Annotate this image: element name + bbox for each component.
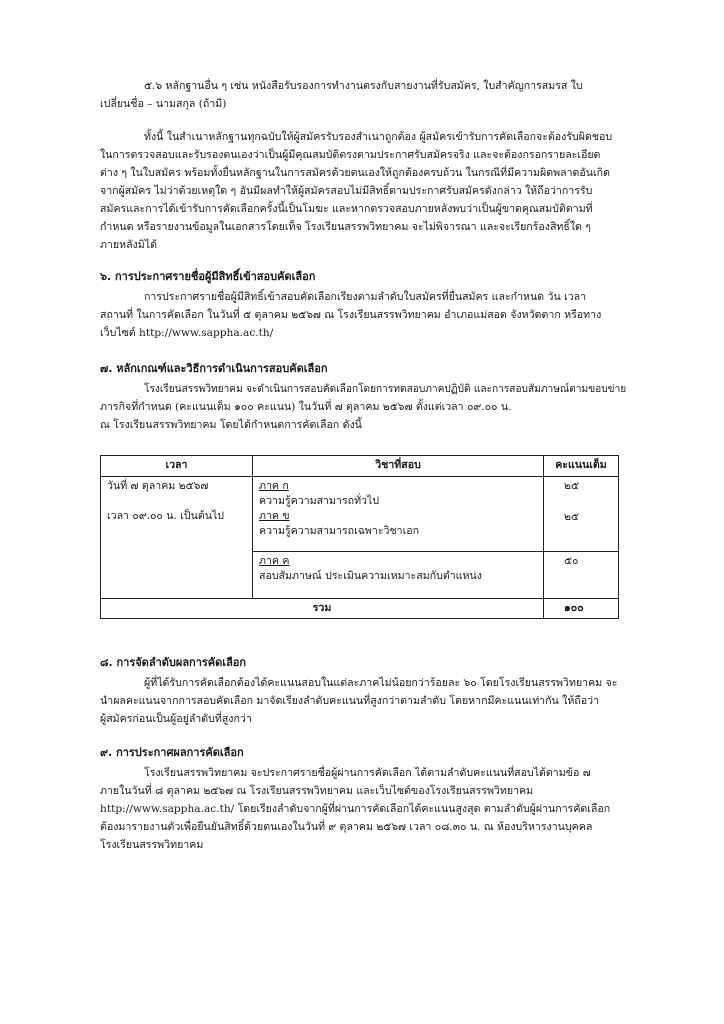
section-9-line: ต้องมารายงานตัวเพื่อยืนยันสิทธิ์ด้วยตนเองในวันที่ ๙ ตุลาคม ๒๕๖๗ เวลา ๐๘.๓๐ น. ณ ห้องบริหารงานบุคคล [100,821,593,833]
part-a-score: ๒๕ [564,480,580,492]
part-b-score: ๒๕ [564,511,580,523]
section-6-line: การประกาศรายชื่อผู้มีสิทธิ์เข้าสอบคัดเลือกเรียงตามลำดับใบสมัครที่ยื่นสมัคร และกำหนด วัน เวลา [144,291,587,303]
table-total-row [101,599,619,619]
section-6-line: เว็บไซต์ http://www.sappha.ac.th/ [100,327,274,339]
section-9-line: http://www.sappha.ac.th/ โดยเรียงลำดับจากผู้ที่ผ่านการคัดเลือกได้คะแนนสูงสุด ตามลำดับผู้ผ่านการคัดเลือก [100,803,611,815]
section-6-title: ๖. การประกาศรายชื่อผู้มีสิทธิ์เข้าสอบคัดเลือก [100,270,316,283]
part-b-label: ภาค ข [259,510,290,522]
exam-date: วันที่ ๗ ตุลาคม ๒๕๖๗ [107,480,209,492]
para-line: ต่าง ๆ ในใบสมัคร พร้อมทั้งยื่นหลักฐานในการสมัครด้วยตนเองให้ถูกต้องครบถ้วน ในกรณีที่มีความผิดพลาดอันเกิด [100,167,610,179]
section-8-title: ๘. การจัดลำดับผลการคัดเลือก [100,656,247,669]
section-8-line: ผู้ที่ได้รับการคัดเลือกต้องได้คะแนนสอบในแต่ละภาคไม่น้อยกว่าร้อยละ ๖๐ โดยโรงเรียนสรรพวิทยาคม จะ [144,677,618,689]
item-5-6-cont: เปลี่ยนชื่อ – นามสกุล (ถ้ามี) [100,98,227,110]
table-header-row [101,456,619,477]
exam-time: เวลา ๐๙.๐๐ น. เป็นต้นไป [107,510,225,522]
item-5-6: ๕.๖ หลักฐานอื่น ๆ เช่น หนังสือรับรองการทำงานตรงกับสายงานที่รับสมัคร, ใบสำคัญการสมรส ใบ [144,80,583,92]
section-9-line: โรงเรียนสรรพวิทยาคม [100,839,204,851]
part-c-score: ๕๐ [564,555,579,567]
part-b-desc: ความรู้ความสามารถเฉพาะวิชาเอก [259,525,420,537]
header-time: เวลา [101,456,253,477]
section-9-line: โรงเรียนสรรพวิทยาคม จะประกาศรายชื่อผู้ผ่านการคัดเลือก ได้ตามลำดับคะแนนที่สอบได้ตามข้อ ๗ [144,767,591,779]
subject-cell-c [253,552,544,599]
total-score: ๑๐๐ [544,599,619,619]
total-label: รวม [101,599,544,619]
section-8-line: นำผลคะแนนจากการสอบคัดเลือก มาจัดเรียงลำดับคะแนนที่สูงกว่าตามลำดับ โดยหากมีคะแนนเท่ากัน ให้ถือว่า [100,695,599,707]
score-cell-c [544,552,619,599]
part-c-desc: สอบสัมภาษณ์ ประเมินความเหมาะสมกับตำแหน่ง [259,570,482,582]
table-row [101,477,619,552]
section-9-title: ๙. การประกาศผลการคัดเลือก [100,746,244,759]
time-cell [101,477,253,599]
part-c-label: ภาค ค [259,555,290,567]
para-line: ภายหลังมิได้ [100,239,157,251]
para-line: สมัครและการได้เข้ารับการคัดเลือกครั้งนี้เป็นโมฆะ และหากตรวจสอบภายหลังพบว่าเป็นผู้ขาดคุณสมบัติตามที่ [100,203,593,215]
exam-schedule-table [100,455,619,619]
section-8-line: ผู้สมัครก่อนเป็นผู้อยู่ลำดับที่สูงกว่า [100,713,252,725]
section-7-title: ๗. หลักเกณฑ์และวิธีการดำเนินการสอบคัดเลือก [100,362,328,375]
part-a-desc: ความรู้ความสามารถทั่วไป [259,495,380,507]
section-7-line: ณ โรงเรียนสรรพวิทยาคม โดยได้กำหนดการคัดเลือก ดังนี้ [100,419,362,431]
score-cell-ab [544,477,619,552]
header-full-score: คะแนนเต็ม [544,456,619,477]
header-subject: วิชาที่สอบ [253,456,544,477]
section-9-line: ภายในวันที่ ๘ ตุลาคม ๒๕๖๗ ณ โรงเรียนสรรพวิทยาคม และเว็บไซต์ของโรงเรียนสรรพวิทยาคม [100,785,534,797]
part-a-label: ภาค ก [259,480,289,492]
section-7-line: ภารกิจที่กำหนด (คะแนนเต็ม ๑๐๐ คะแนน) ในวันที่ ๗ ตุลาคม ๒๕๖๗ ตั้งแต่เวลา ๐๙.๐๐ น. [100,401,512,413]
para-line: จากผู้สมัคร ไม่ว่าด้วยเหตุใด ๆ อันมีผลทำให้ผู้สมัครสอบไม่มีสิทธิ์ตามประกาศรับสมัครดังกล่าว ให้ถือว่าการรับ [100,185,593,197]
para-line: กำหนด หรือรายงานข้อมูลในเอกสารโดยเท็จ โรงเรียนสรรพวิทยาคม จะไม่พิจารณา และจะเรียกร้องสิทธิ์ใด ๆ [100,221,591,233]
section-6-line: สถานที่ ในการคัดเลือก ในวันที่ ๕ ตุลาคม ๒๕๖๗ ณ โรงเรียนสรรพวิทยาคม อำเภอแม่สอด จังหวัดตาก หรือทาง [100,309,602,321]
para-line: ทั้งนี้ ในสำเนาหลักฐานทุกฉบับให้ผู้สมัครรับรองสำเนาถูกต้อง ผู้สมัครเข้ารับการคัดเลือกจะต้องรับผิดชอบ [144,131,613,143]
subject-cell-ab [253,477,544,552]
section-7-line: โรงเรียนสรรพวิทยาคม จะดำเนินการสอบคัดเลือกโดยการทดสอบภาคปฏิบัติ และการสอบสัมภาษณ์ตามขอบข่าย [144,383,627,395]
para-line: ในการตรวจสอบและรับรองตนเองว่าเป็นผู้มีคุณสมบัติตรงตามประกาศรับสมัครจริง และจะต้องกรอกรายละเอียด [100,149,601,161]
